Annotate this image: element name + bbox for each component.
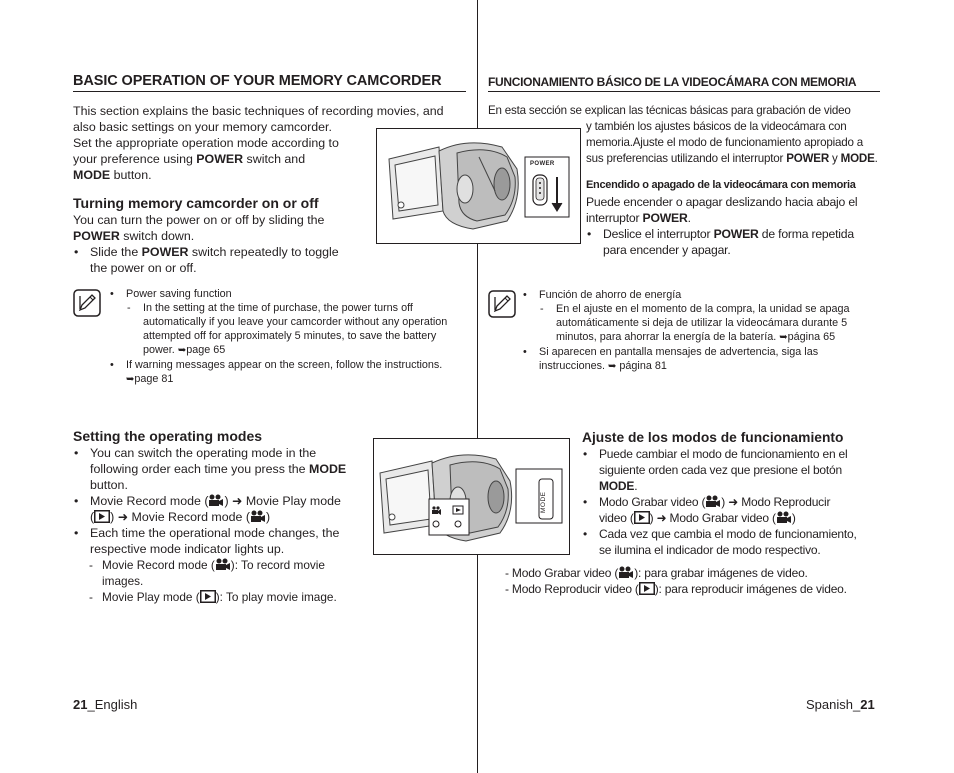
modes-es-b2-text: ) (721, 495, 729, 509)
power-bullet-en-line2: the power on or off. (90, 261, 197, 275)
modes-en-b2-text: ) (224, 494, 233, 508)
note-en-item2-line (126, 372, 474, 387)
note-en-item2-line: • If warning messages appear on the screen, follow the instructions. (126, 359, 443, 371)
power-body-en (73, 212, 373, 276)
modes-es-b2-text: ) (649, 511, 657, 525)
intro-es (488, 103, 888, 119)
mode-keyword: MODE (599, 479, 635, 493)
modes-en-b3-line: • Each time the operational mode changes, the (90, 526, 340, 540)
power-bullet-en-text: switch repeatedly to toggle (188, 245, 339, 259)
page-ref-arrow-icon: ➥ (177, 345, 187, 356)
modes-en-b1-line (90, 461, 373, 477)
power-heading-es: Encendido o apagado de la videocámara con memoria (586, 179, 856, 191)
modes-heading-es: Ajuste de los modos de funcionamiento (582, 430, 844, 445)
modes-es-d1-line (505, 565, 885, 581)
modes-en-dash1 (73, 557, 373, 589)
modes-en-dash2 (73, 589, 373, 605)
arrow-right-icon: ➜ (117, 510, 129, 524)
note-en-detail-line: attempted off for approximately 5 minutes, to save the battery (143, 330, 437, 342)
movie-record-icon (250, 510, 266, 523)
note-es-detail-line (556, 330, 882, 345)
modes-heading-en: Setting the operating modes (73, 428, 263, 444)
modes-en-b2-text: Movie Record mode ( (90, 494, 209, 508)
intro-en-text: switch and (243, 152, 306, 166)
intro-en-line2: also basic settings on your memory camcorder. (73, 120, 332, 134)
power-bullet-es (586, 226, 886, 258)
movie-play-icon (634, 511, 650, 524)
intro-es-line2: y también los ajustes básicos de la videocámara con (586, 120, 847, 133)
modes-en-bullet2 (73, 493, 373, 525)
modes-es-d2-text: ): para reproducir imágenes de video. (654, 582, 847, 596)
modes-en-b2-text: ) (266, 510, 271, 524)
arrow-right-icon: ➜ (728, 495, 739, 509)
page-ref-arrow-icon: ➥ (126, 374, 135, 385)
modes-es-b2-text: Modo Reproducir (738, 495, 831, 509)
modes-es-d1-text: ): para grabar imágenes de video. (634, 566, 808, 580)
note-es-detail-line: - En el ajuste en el momento de la compra, la unidad se apaga (556, 303, 850, 315)
movie-record-icon (208, 494, 224, 507)
power-body-es-text: . (687, 211, 691, 225)
note-es-item1-detail (522, 302, 882, 345)
modes-en-b2-text: Movie Play mode (242, 494, 341, 508)
movie-play-icon (639, 582, 655, 595)
power-body-en-line1: You can turn the power on or off by sliding the (73, 213, 325, 227)
modes-es-d2-text: - Modo Reproducir video ( (505, 582, 639, 596)
power-body-en-text: switch down. (119, 229, 195, 243)
power-body-en-line2 (73, 228, 373, 244)
figure-power-switch (376, 128, 581, 244)
power-body-es (586, 194, 886, 258)
power-body-es-text: interruptor (586, 211, 643, 225)
note-es-detail-text: minutos, para ahorrar la energía de la batería. (556, 331, 780, 343)
modes-en-d1-text: Movie Record mode ( (102, 558, 215, 572)
modes-en-b1-line: • You can switch the operating mode in the (90, 446, 317, 460)
note-es-item1: • Función de ahorro de energía (522, 288, 882, 302)
power-body-es-line2 (586, 210, 886, 226)
power-keyword: POWER (642, 211, 688, 225)
camcorder-power-illustration (377, 129, 580, 243)
intro-en-line1: This section explains the basic techniques of recording movies, and (73, 104, 444, 118)
modes-en-bullet1 (73, 445, 373, 493)
intro-en-line3: Set the appropriate operation mode according to (73, 136, 339, 150)
modes-en-d1-text: ): To record movie (230, 558, 325, 572)
intro-es-line1: En esta sección se explican las técnicas básicas para grabación de video (488, 104, 851, 117)
power-keyword: POWER (713, 227, 759, 241)
modes-body-en (73, 445, 373, 605)
power-bullet-en-line1 (90, 244, 373, 260)
note-pencil-icon (488, 290, 516, 318)
page-title-en: BASIC OPERATION OF YOUR MEMORY CAMCORDER (73, 73, 442, 89)
note-es (522, 288, 882, 374)
note-pencil-icon (73, 289, 101, 317)
page-ref-en[interactable]: page 81 (134, 373, 174, 385)
modes-es-b2-line (599, 510, 882, 526)
figure-mode-button (373, 438, 570, 555)
title-rule-en (73, 91, 466, 92)
page-divider (477, 0, 478, 773)
intro-en-text: button. (110, 168, 152, 182)
modes-es-d1-text: - Modo Grabar video ( (505, 566, 619, 580)
modes-es-b2-text: Modo Grabar video ( (666, 511, 776, 525)
modes-en-b1-line: button. (90, 478, 128, 492)
modes-es-b2-text: video ( (599, 511, 634, 525)
modes-en-b2-text: ) (110, 510, 118, 524)
page-ref-es[interactable]: página 81 (616, 360, 667, 372)
arrow-right-icon: ➜ (656, 511, 667, 525)
power-keyword: POWER (141, 245, 189, 259)
note-es-item2-text: instrucciones. (539, 360, 609, 372)
modes-es-bullet1 (582, 446, 882, 494)
modes-es-b3-line: se ilumina el indicador de modo respectivo. (599, 543, 821, 557)
power-bullet-es-text: de forma repetida (758, 227, 854, 241)
power-bullet-es-text: Deslice el interruptor (603, 227, 714, 241)
note-es-item2 (522, 345, 882, 374)
modes-en-d1-line (102, 557, 373, 573)
footer-es (806, 697, 875, 712)
note-en-detail-text: power. (143, 344, 178, 356)
movie-record-icon (776, 511, 792, 524)
modes-es-b3-line: • Cada vez que cambia el modo de funcionamiento, (599, 527, 857, 541)
note-es-item2-line (539, 359, 882, 374)
note-en-item1: • Power saving function (109, 287, 474, 301)
modes-en-b2-text: Movie Record mode ( (128, 510, 250, 524)
modes-en-b2-line (90, 493, 373, 509)
arrow-right-icon: ➜ (232, 494, 243, 508)
modes-en-d1-line: images. (102, 574, 144, 588)
intro-es-text: y (829, 152, 841, 165)
modes-en-b2-text: ( (90, 510, 95, 524)
modes-es-b1-line (599, 478, 882, 494)
page-number-es: 21 (860, 697, 875, 712)
power-bullet-en-text: Slide the (90, 245, 142, 259)
modes-en-d2-text: ): To play movie image. (215, 590, 337, 604)
page-ref-es[interactable]: página 65 (787, 331, 836, 343)
intro-es-text: sus preferencias utilizando el interruptor (586, 152, 787, 165)
power-bullet-es-line1 (603, 226, 886, 242)
power-bullet-es-line2: para encender y apagar. (603, 243, 731, 257)
modes-en-d2-text: Movie Play mode ( (102, 590, 200, 604)
intro-es-line3: memoria.Ajuste el modo de funcionamiento apropiado a (586, 136, 864, 149)
modes-es-d2-line (505, 581, 885, 597)
intro-es-line4 (586, 151, 886, 167)
power-keyword: POWER (73, 229, 120, 243)
footer-en (73, 697, 137, 712)
mode-keyword: MODE (840, 152, 875, 165)
page-ref-arrow-icon: ➥ (779, 332, 788, 343)
note-en (109, 287, 474, 387)
title-rule-es (488, 91, 880, 92)
page-ref-arrow-icon: ➥ (608, 361, 617, 372)
modes-en-b1-text: following order each time you press the (90, 462, 310, 476)
modes-es-bullet3 (582, 526, 882, 558)
modes-en-d2-line (102, 589, 373, 605)
modes-es-dashes (505, 565, 885, 597)
modes-es-b2-text: Modo Grabar video ( (599, 495, 706, 509)
modes-es-b1-line: • Puede cambiar el modo de funcionamiento en el (599, 447, 848, 461)
power-switch-label: POWER (530, 161, 555, 167)
modes-es-b1-text: . (634, 479, 638, 493)
power-heading-en: Turning memory camcorder on or off (73, 195, 319, 211)
movie-record-icon (215, 558, 231, 571)
intro-en-text: your preference using (73, 152, 197, 166)
intro-es-cont (586, 119, 886, 167)
power-bullet-en (73, 244, 373, 276)
footer-lang-es: Spanish_ (806, 697, 861, 712)
modes-en-b2-line (90, 509, 373, 525)
page-ref-en[interactable]: page 65 (186, 344, 226, 356)
mode-button-label: MODE (540, 491, 547, 513)
mode-keyword: MODE (309, 462, 347, 476)
power-body-es-line1: Puede encender o apagar deslizando hacia abajo el (586, 195, 858, 209)
modes-en-bullet3 (73, 525, 373, 557)
note-en-item2 (109, 358, 474, 387)
intro-es-text: . (874, 152, 878, 165)
modes-es-b1-line: siguiente orden cada vez que presione el botón (599, 463, 842, 477)
modes-body-es (582, 446, 882, 558)
page-number-en: 21 (73, 697, 88, 712)
page-title-es: FUNCIONAMIENTO BÁSICO DE LA VIDEOCÁMARA CON MEMORIA (488, 75, 857, 89)
mode-keyword: MODE (73, 168, 111, 182)
modes-es-b2-line (599, 494, 882, 510)
note-en-detail-line (143, 343, 474, 358)
movie-play-icon (94, 510, 110, 523)
note-en-detail-line: - In the setting at the time of purchase, the power turns off (143, 302, 413, 314)
movie-play-icon (200, 590, 216, 603)
note-es-detail-line: automáticamente si deja de utilizar la videocámara durante 5 (556, 317, 848, 329)
movie-record-icon (618, 566, 634, 579)
note-es-item2-line: • Si aparecen en pantalla mensajes de advertencia, siga las (539, 346, 819, 358)
modes-es-bullet2 (582, 494, 882, 526)
note-en-item1-detail (109, 301, 474, 358)
movie-record-icon (705, 495, 721, 508)
modes-en-b3-line: respective mode indicator lights up. (90, 542, 285, 556)
power-keyword: POWER (196, 152, 244, 166)
power-keyword: POWER (786, 152, 830, 165)
modes-es-b2-text: ) (791, 511, 796, 525)
note-en-detail-line: automatically if you leave your camcorder without any operation (143, 316, 448, 328)
footer-lang-en: _English (87, 697, 138, 712)
